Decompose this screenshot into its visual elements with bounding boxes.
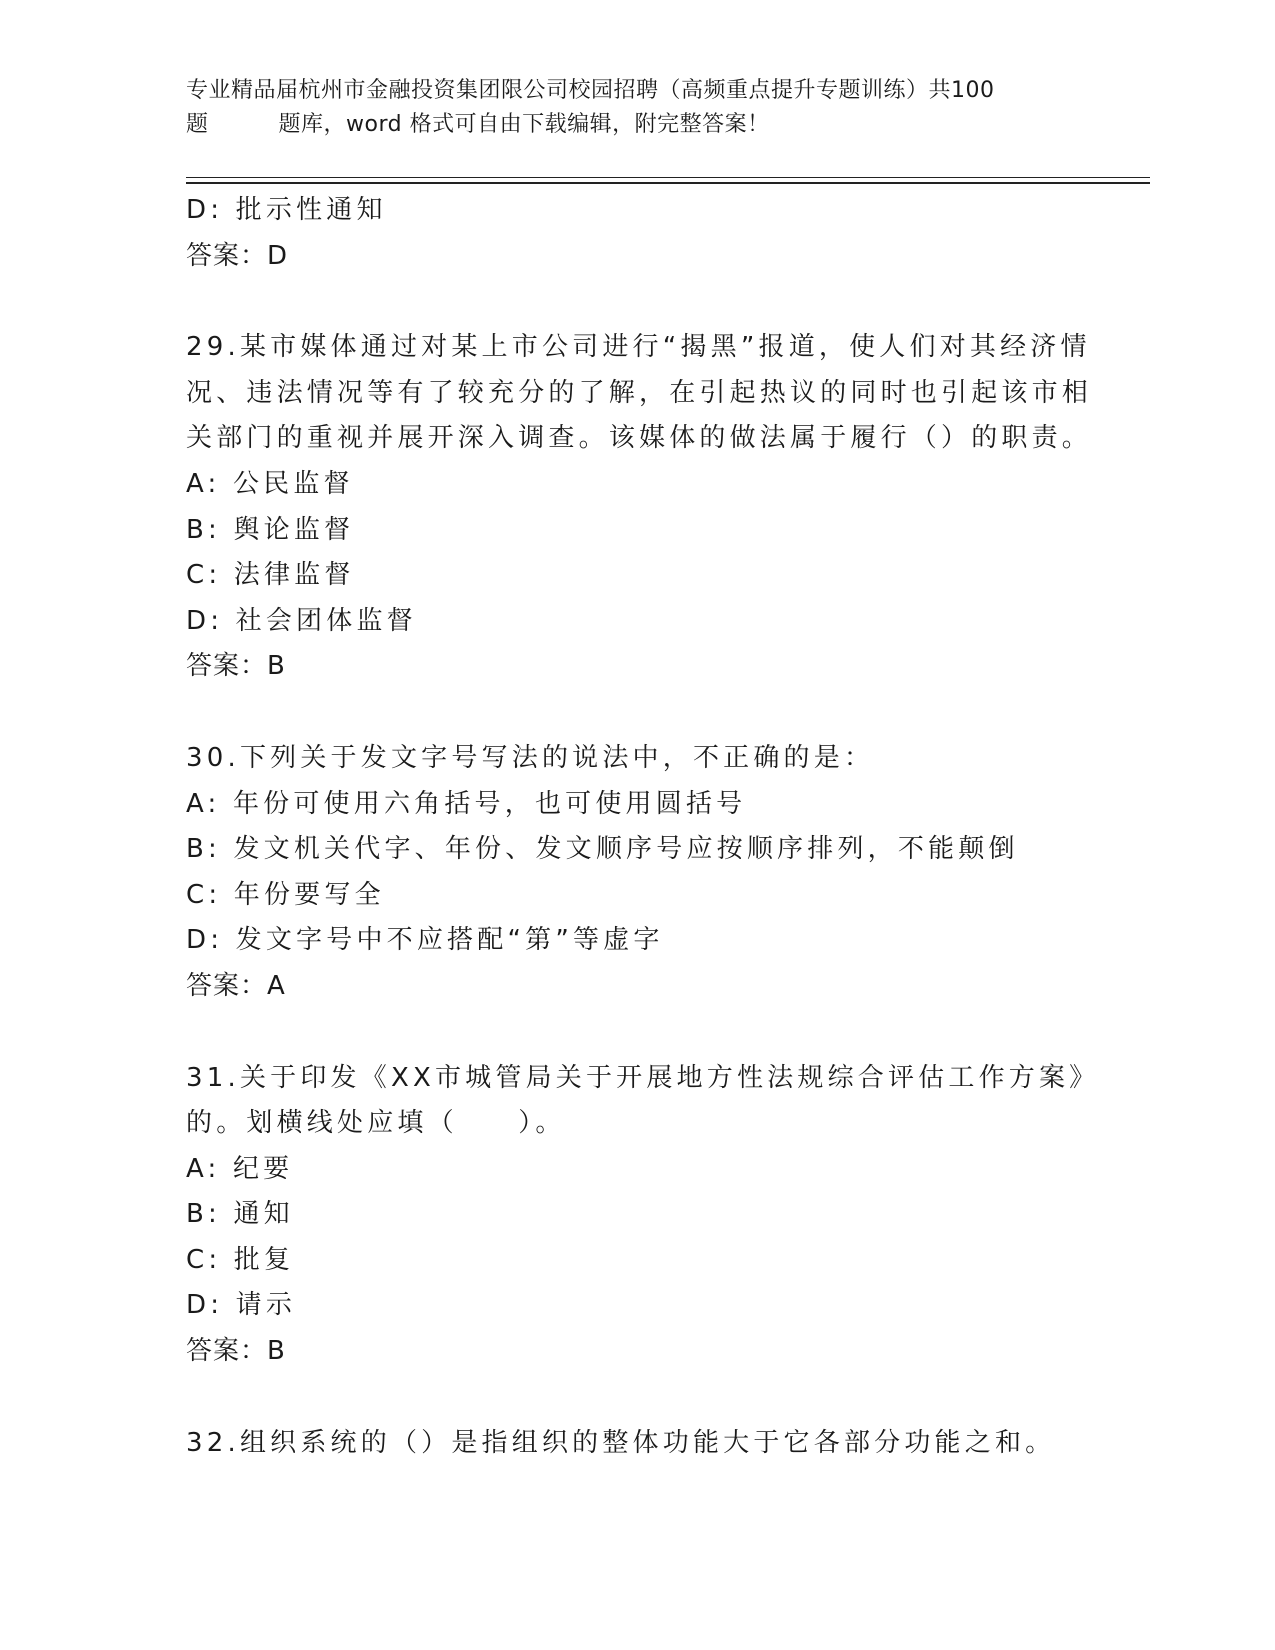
header-gap [209, 108, 279, 142]
document-header [186, 74, 1086, 142]
question-29-option-b: B: 舆论监督 [186, 514, 355, 545]
header-divider-thick [186, 182, 1150, 184]
spacer [186, 1375, 1126, 1421]
question-29-option-a: A: 公民监督 [186, 468, 354, 499]
header-divider-thin [186, 177, 1150, 178]
spacer [186, 1010, 1126, 1056]
question-29-line-3: 关部门的重视并展开深入调查。该媒体的做法属于履行（）的职责。 [186, 423, 1093, 454]
question-30-answer: 答案：A [186, 970, 286, 1001]
question-29 [186, 325, 1126, 690]
question-32-line-1: 32.组织系统的（）是指组织的整体功能大于它各部分功能之和。 [186, 1427, 1056, 1458]
prev-answer: 答案：D [186, 240, 289, 271]
question-content [186, 188, 1126, 1466]
question-31-option-a: A: 纪要 [186, 1153, 294, 1184]
question-31-option-d: D: 请示 [186, 1290, 297, 1321]
header-title-line2 [186, 108, 1086, 142]
question-31-line-1: 31.关于印发《XX市城管局关于开展地方性法规综合评估工作方案》 [186, 1062, 1100, 1093]
question-29-line-1: 29.某市媒体通过对某上市公司进行“揭黑”报道，使人们对其经济情 [186, 332, 1091, 363]
header-title-line1: 专业精品届杭州市金融投资集团限公司校园招聘（高频重点提升专题训练）共100 [186, 78, 995, 103]
question-31-option-b: B: 通知 [186, 1199, 294, 1230]
spacer [186, 279, 1126, 325]
header-line2-left: 题 [186, 112, 209, 137]
question-30-line-1: 30.下列关于发文字号写法的说法中，不正确的是： [186, 742, 875, 773]
question-30-option-a: A: 年份可使用六角括号，也可使用圆括号 [186, 788, 747, 819]
question-30-option-c: C: 年份要写全 [186, 879, 385, 910]
question-32 [186, 1421, 1126, 1467]
question-31-answer: 答案：B [186, 1336, 286, 1367]
question-31-option-c: C: 批复 [186, 1244, 295, 1275]
spacer [186, 690, 1126, 736]
question-29-option-c: C: 法律监督 [186, 560, 355, 591]
question-30-option-b: B: 发文机关代字、年份、发文顺序号应按顺序排列，不能颠倒 [186, 834, 1019, 865]
question-30-option-d: D: 发文字号中不应搭配“第”等虚字 [186, 925, 664, 956]
question-29-option-d: D: 社会团体监督 [186, 605, 417, 636]
question-30 [186, 736, 1126, 1010]
question-29-line-2: 况、违法情况等有了较充分的了解，在引起热议的同时也引起该市相 [186, 377, 1093, 408]
prev-option-d: D: 批示性通知 [186, 195, 387, 225]
header-line2-right: 题库，word 格式可自由下载编辑，附完整答案！ [278, 112, 770, 137]
question-31-line-2: 的。划横线处应填（ ）。 [186, 1108, 566, 1139]
question-29-answer: 答案：B [186, 651, 286, 682]
question-31 [186, 1056, 1126, 1375]
